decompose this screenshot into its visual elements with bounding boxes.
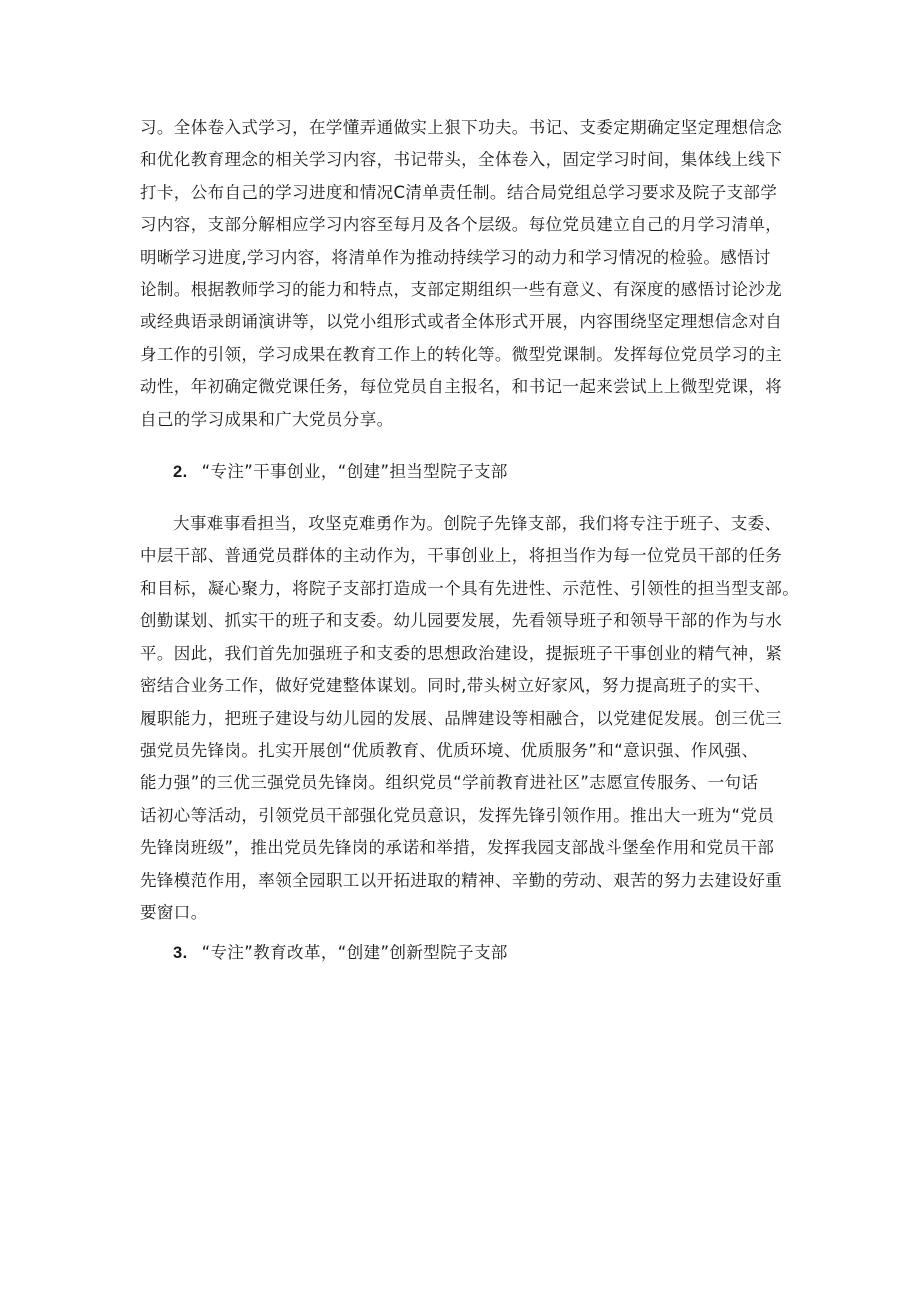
text-line: 要窗口。 <box>140 902 208 922</box>
heading-text: “专注”教育改革，“创建”创新型院子支部 <box>201 943 508 963</box>
text-line: 习内容，支部分解相应学习内容至每月及各个层级。每位党员建立自己的月学习清单， <box>140 215 783 235</box>
text-line: 创勤谋划、抓实干的班子和支委。幼儿园要发展，先看领导班子和领导干部的作为与水 <box>140 611 783 631</box>
text-line: 先锋模范作用，率领全园职工以开拓进取的精神、辛勤的劳动、艰苦的努力去建设好重 <box>140 870 783 890</box>
text-line: 明晰学习进度,学习内容，将清单作为推动持续学习的动力和学习情况的检验。感悟讨 <box>140 247 771 267</box>
document-page <box>140 112 800 969</box>
text-line: 习。全体卷入式学习，在学懂弄通做实上狠下功夫。书记、支委定期确定坚定理想信念 <box>140 118 783 137</box>
text-line: 自己的学习成果和广大党员分享。 <box>140 409 394 429</box>
text-line: 和优化教育理念的相关学习内容，书记带头，全体卷入，固定学习时间，集体线上线下 <box>140 150 783 170</box>
paragraph-responsibility-branch <box>140 508 800 929</box>
heading-text: “专注”干事创业，“创建”担当型院子支部 <box>201 462 508 482</box>
text-line: 打卡，公布自己的学习进度和情况C清单责任制。结合局党组总学习要求及院子支部学 <box>140 182 778 202</box>
text-line: 中层干部、普通党员群体的主动作为，干事创业上，将担当作为每一位党员干部的任务 <box>140 546 783 566</box>
text-line: 先锋岗班级”，推出党员先锋岗的承诺和举措，发挥我园支部战斗堡垒作用和党员干部 <box>140 838 775 858</box>
text-line: 话初心等活动，引领党员干部强化党员意识，发挥先锋引领作用。推出大一班为“党员 <box>140 805 775 825</box>
text-line: 密结合业务工作，做好党建整体谋划。同时,带头树立好家风，努力提高班子的实干、 <box>140 676 771 696</box>
text-line: 和目标，凝心聚力，将院子支部打造成一个具有先进性、示范性、引领性的担当型支部。 <box>140 578 800 598</box>
text-line: 强党员先锋岗。扎实开展创“优质教育、优质环境、优质服务”和“意识强、作风强、 <box>140 740 759 760</box>
text-line: 平。因此，我们首先加强班子和支委的思想政治建设，提振班子干事创业的精气神，紧 <box>140 643 783 663</box>
text-line: 履职能力，把班子建设与幼儿园的发展、品牌建设等相融合，以党建促发展。创三优三 <box>140 708 783 728</box>
text-line: 论制。根据教师学习的能力和特点，支部定期组织一些有意义、有深度的感悟讨论沙龙 <box>140 280 783 300</box>
section-heading-3 <box>140 937 800 969</box>
heading-number: 3. <box>173 944 188 963</box>
text-line: 动性，年初确定微党课任务，每位党员自主报名，和书记一起来尝试上上微型党课，将 <box>140 377 783 397</box>
paragraph-study-system <box>140 112 800 436</box>
text-line: 大事难事看担当，攻坚克难勇作为。创院子先锋支部，我们将专注于班子、支委、 <box>173 514 782 534</box>
section-heading-2 <box>140 456 800 488</box>
text-line: 身工作的引领，学习成果在教育工作上的转化等。微型党课制。发挥每位党员学习的主 <box>140 344 783 364</box>
heading-number: 2. <box>173 463 188 482</box>
text-line: 能力强”的三优三强党员先锋岗。组织党员“学前教育进社区”志愿宣传服务、一句话 <box>140 773 759 793</box>
text-line: 或经典语录朗诵演讲等，以党小组形式或者全体形式开展，内容围绕坚定理想信念对自 <box>140 312 783 332</box>
